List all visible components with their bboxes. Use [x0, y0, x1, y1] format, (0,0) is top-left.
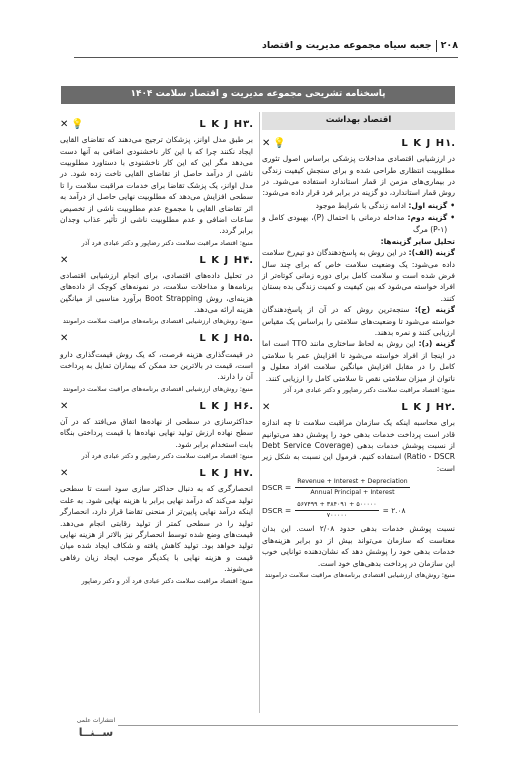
question-6-text: حداکثرسازی در سطحی از نهاده‌ها اتفاق می‌افتد که در آن سطح نهاده ارزش تولید نهایی نهاده‌ها با قیمت پرداختی بنگاه بابت استخدام برابر شود. [60, 417, 253, 449]
dscr-calc-fraction: $\frac{۵۶۷۴۹۹ + ۳۸۴۰۹۱ + ۵۰۰۰۰۰}{۷۰۰۰۰۰}$ [297, 501, 377, 519]
question-4-choices: L K J H۴. [199, 254, 253, 266]
question-1-source: منبع: اقتصاد مراقبت سلامت دکتر رضاپور و دکتر عبادی فرد آذر [283, 386, 455, 394]
left-column [60, 112, 253, 586]
question-3-source: منبع: اقتصاد مراقبت سلامت دکتر رضاپور و دکتر عبادی فرد آذر [81, 238, 253, 247]
question-1-text: در ارزشیابی اقتصادی مداخلات پزشکی براساس اصول تئوری مطلوبیت انتظاری طراحی شده و برای سنجش کیفیت زندگی در بیماری‌های مزمن از قمار استاندارد استفاده می‌شود. در روش قمار استاندارد، دو گزینه در برابر فرد قرار داده می‌شود: [262, 154, 455, 198]
question-5-choices: L K J H۵. [199, 333, 253, 345]
question-1-header [262, 136, 455, 151]
question-4-source: منبع: روش‌های ارزشیابی اقتصادی برنامه‌های مراقبت سلامت درامونتد [62, 317, 253, 326]
question-6-source: منبع: اقتصاد مراقبت سلامت دکتر رضاپور و دکتر عبادی فرد آذر [81, 452, 253, 461]
question-1-choices: L K J H۱. [401, 138, 455, 149]
question-4-icons [60, 253, 68, 268]
footer-rule [118, 725, 458, 726]
cross-icon: ✕ [60, 254, 69, 266]
question-7-icons [60, 466, 68, 481]
cross-icon: ✕ [60, 119, 69, 130]
lightbulb-icon: 💡 [273, 138, 286, 149]
question-7-source: منبع: اقتصاد مراقبت سلامت دکتر عبادی فرد آذر و دکتر رضاپور [81, 576, 253, 585]
cross-icon: ✕ [60, 468, 69, 480]
question-2-choices: L K J H۲. [401, 402, 455, 414]
question-1-icons [262, 136, 286, 151]
question-3-text: بر طبق مدل اوانز، پزشکان ترجیح می‌دهند که تقاضای القایی ایجاد نکنند چرا که با این کار ناخشنودی اضافی به آنها دست می‌دهد مگر این که این کار ناخشنودی با دستاورد مطلوبیت ناشی از درآمد حاصل از تقاضای القایی تاخت زده شود. در مدل اوانز، یک پزشک تقاضا برای خدمات مراقبت سلامت را تا سطحی افزایش می‌دهد که مطلوبیت نهایی حاصل از درآمد به اثر تقاضای القایی با مجموع عدم مطلوبیت ناشی از تخصیص ساعات اضافی و عدم مطلوبیت ناشی از تأثیر عذاب وجدان برابر گردد. [60, 135, 253, 236]
section-title: اقتصاد بهداشت [262, 112, 455, 130]
right-column [262, 112, 455, 580]
option-1: • گزینه اول: ادامه زندگی با شرایط موجود [315, 200, 455, 210]
answer-c: گزینه (ج): سنجه‌ترین روش که در آن از پاسخ‌دهندگان خواسته می‌شود تا وضعیت‌های سلامتی را براساس یک مقیاس ارزیابی کنند و نمره بدهند. [262, 305, 456, 338]
dscr-calculation: DSCR = $\frac{۵۶۷۴۹۹ + ۳۸۴۰۹۱ + ۵۰۰۰۰۰}{۷۰۰۰۰۰}$ = ۲.۰۸ [262, 501, 406, 519]
question-2-source: منبع: روش‌های ارزشیابی اقتصادی برنامه‌های مراقبت سلامت درامونتد [264, 570, 455, 579]
page-number: ۲۰۸ [440, 39, 458, 51]
question-2-header [262, 400, 455, 415]
question-6-header [60, 399, 253, 414]
cross-icon: ✕ [262, 138, 271, 149]
publisher-logo: انتشارات علمی ســنــا [76, 717, 116, 740]
question-3-header [60, 117, 253, 132]
header-divider [436, 40, 437, 52]
question-6-icons [60, 399, 68, 414]
cross-icon: ✕ [262, 402, 271, 414]
column-divider [259, 112, 260, 713]
question-7-text: انحصارگری که به دنبال حداکثر سازی سود است تا سطحی تولید می‌کند که درآمد نهایی برابر با هزینه نهایی شود. به علت اینکه درآمد نهایی پایین‌تر از منحنی تقاضا قرار دارد، انحصارگر تولید را در سطحی کمتر از تولید رقابتی انجام می‌دهد. قیمت‌های وضع شده توسط انحصارگر نیز بالاتر از هزینه نهایی تولید خواهد بود. تولید کاهش یافته و شکاف ایجاد شده میان قیمت و هزینه نهایی با یکدیگر موجب ایجاد زیان رفاهی می‌شوند. [60, 484, 253, 574]
lightbulb-icon: 💡 [71, 119, 84, 130]
header-rule [74, 57, 458, 58]
answer-a: گزینه (الف): در این روش به پاسخ‌دهندگان دو تیم‌رخ سلامت داده می‌شود: یک وضعیت سلامت خاص که برای چند سال فرض شده است و سلامت کامل برای دوره زمانی کوتاه‌تر از افراد خواسته می‌شود که بین کیفیت و کمیت زندگی بده بستان کنند. [262, 248, 455, 303]
question-5-source: منبع: روش‌های ارزشیابی اقتصادی برنامه‌های مراقبت سلامت درامونتد [62, 384, 253, 393]
question-4-header [60, 253, 253, 268]
question-4-text: در تحلیل داده‌های اقتصادی، برای انجام ارزشیابی اقتصادی برنامه‌ها و مداخلات سلامت، در نمونه‌های کوچک از داده‌های هزینه‌ای، روش Boot Strapping برآورد مناسبی از میانگین هزینه ارائه می‌دهد. [60, 270, 253, 315]
option-2: • گزینه دوم: مداخله درمانی با احتمال (P)، بهبودی کامل و (P-۱) مرگ [262, 213, 455, 234]
question-7-choices: L K J H۷. [199, 468, 253, 480]
cross-icon: ✕ [60, 333, 69, 345]
answer-d: گزینه (د): این روش به لحاظ ساختاری مانند TTO است اما در اینجا از افراد خواسته می‌شود تا افزایش عمر با سلامتی کامل را در مقابل افزایش میانگین سلامت افراد معلول و ناتوان از میزان سلامتی نقص تا سلامتی کامل را ارزیابی کنند. [262, 339, 455, 383]
cross-icon: ✕ [60, 400, 69, 412]
question-7-header [60, 466, 253, 481]
question-5-text: در قیمت‌گذاری هزینه فرصت، که یک روش قیمت‌گذاری دارو است، قیمت در بالاترین حد ممکن که بیماران تمایل به پرداخت آن را دارند. [60, 349, 253, 382]
question-2-text: برای محاسبه اینکه یک سازمان مراقبت سلامت تا چه اندازه قادر است پرداخت خدمات بدهی خود را پوشش دهد می‌توانیم از نسبت پوشش خدمات بدهی (Debt Service Coverage Ratio - DSCR) استفاده کنیم. فرمول این نسبت به شکل زیر است: [262, 418, 455, 473]
question-2-text-2: نسبت پوشش خدمات بدهی حدود ۲/۰۸ است. این بدان معناست که سازمان می‌تواند بیش از دو برابر هزینه‌های خدمات بدهی خود را پوشش دهد که نشان‌دهنده توانایی خوب این سازمان در پرداخت بدهی‌های خود است. [262, 524, 456, 568]
question-3-icons [60, 117, 84, 132]
question-5-header [60, 331, 253, 346]
question-3-choices: L K J H۳. [199, 119, 253, 130]
dscr-formula: DSCR = $\frac{\text{Revenue + Interest + Depreciation}}{\text{Annual Principal + Interest}}$ [262, 478, 408, 496]
series-title: جعبه سیاه مجموعه مدیریت و اقتصاد [261, 39, 432, 51]
other-answers-heading: تحلیل سایر گزینه‌ها: [380, 236, 455, 246]
page-header [74, 38, 458, 54]
question-5-icons [60, 331, 68, 346]
question-2-icons [262, 400, 270, 415]
dscr-fraction: $\frac{\text{Revenue + Interest + Depreciation}}{\text{Annual Principal + Interest}}$ [297, 478, 408, 496]
answer-key-title: پاسخنامه تشریحی مجموعه مدیریت و اقتصاد سلامت ۱۴۰۴ [61, 86, 455, 104]
question-6-choices: L K J H۶. [199, 400, 253, 412]
